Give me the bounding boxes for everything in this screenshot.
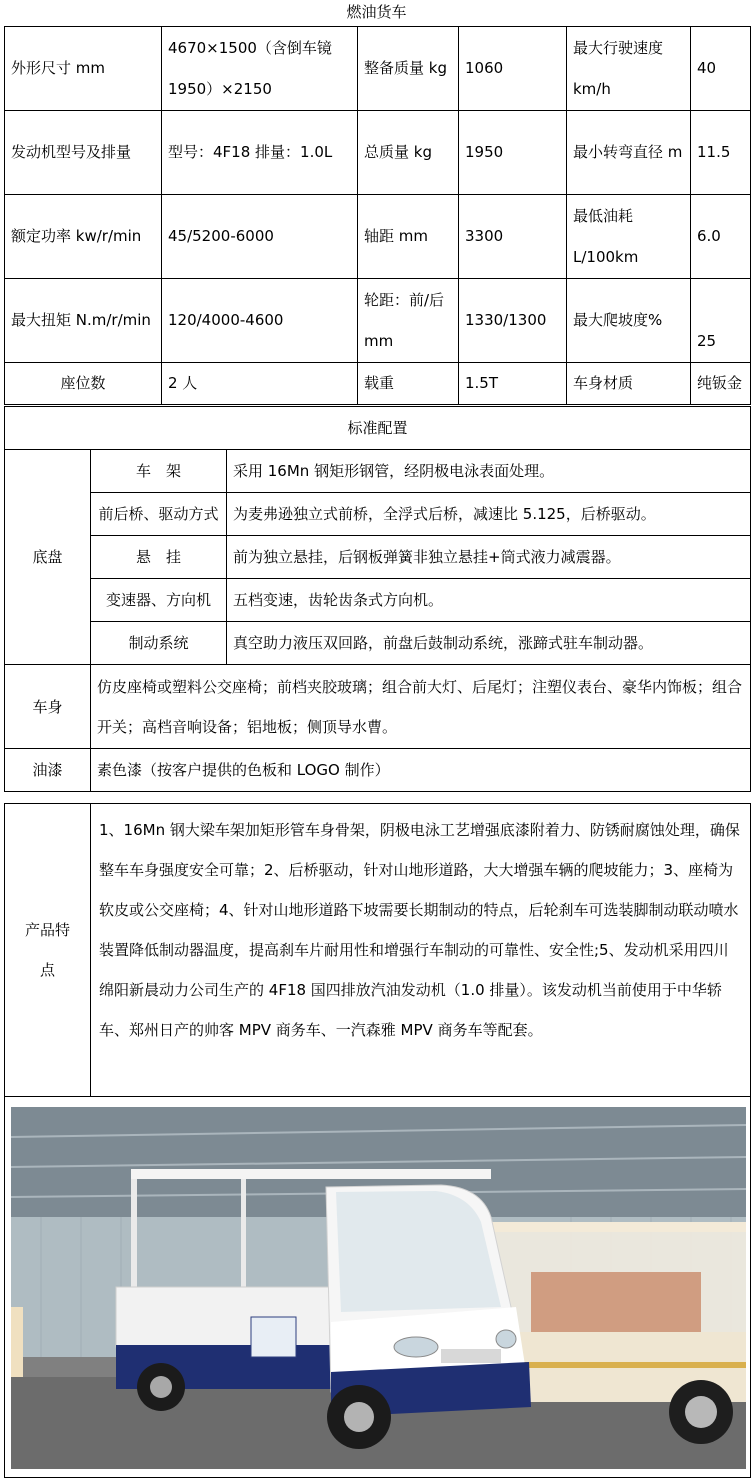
spec-value: 1.5T — [459, 363, 567, 405]
spec-value: 40 — [691, 27, 751, 111]
features-row — [5, 804, 751, 1097]
paint-label: 油漆 — [5, 749, 91, 792]
spec-value: 1950 — [459, 111, 567, 195]
photo-cell — [5, 1097, 751, 1478]
spec-label: 最小转弯直径 m — [567, 111, 691, 195]
spec-row — [5, 195, 751, 279]
spec-row — [5, 363, 751, 405]
spec-value: 45/5200-6000 — [162, 195, 358, 279]
chassis-row — [5, 493, 751, 536]
vehicle-photo — [11, 1107, 746, 1469]
spec-label: 外形尺寸 mm — [5, 27, 162, 111]
paint-row — [5, 749, 751, 792]
spec-row — [5, 279, 751, 363]
spec-value: 6.0 — [691, 195, 751, 279]
spec-value: 11.5 — [691, 111, 751, 195]
spec-value: 4670×1500（含倒车镜 1950）×2150 — [162, 27, 358, 111]
config-table — [4, 406, 751, 792]
paint-value: 素色漆（按客户提供的色板和 LOGO 制作） — [91, 749, 751, 792]
spec-label: 轴距 mm — [358, 195, 459, 279]
chassis-label: 底盘 — [5, 450, 91, 665]
spec-table — [4, 26, 751, 405]
chassis-item-name: 变速器、方向机 — [91, 579, 227, 622]
chassis-item-name: 悬 挂 — [91, 536, 227, 579]
spec-label: 车身材质 — [567, 363, 691, 405]
body-row — [5, 665, 751, 749]
spec-label: 整备质量 kg — [358, 27, 459, 111]
chassis-item-name: 制动系统 — [91, 622, 227, 665]
spec-label: 最大扭矩 N.m/r/min — [5, 279, 162, 363]
chassis-row — [5, 579, 751, 622]
spec-label: 最大爬坡度% — [567, 279, 691, 363]
config-header: 标准配置 — [5, 407, 751, 450]
spec-label: 最低油耗 L/100km — [567, 195, 691, 279]
chassis-row — [5, 622, 751, 665]
chassis-row — [5, 536, 751, 579]
spec-label: 轮距：前/后 mm — [358, 279, 459, 363]
spec-value: 120/4000-4600 — [162, 279, 358, 363]
spec-label: 发动机型号及排量 — [5, 111, 162, 195]
spec-value: 3300 — [459, 195, 567, 279]
chassis-item-value: 五档变速，齿轮齿条式方向机。 — [227, 579, 751, 622]
spec-value: 2 人 — [162, 363, 358, 405]
chassis-item-value: 真空助力液压双回路，前盘后鼓制动系统，涨蹄式驻车制动器。 — [227, 622, 751, 665]
spec-row — [5, 111, 751, 195]
spec-value: 纯钣金 — [691, 363, 751, 405]
features-label: 产品特点 — [5, 804, 91, 1097]
chassis-item-value: 采用 16Mn 钢矩形钢管，经阴极电泳表面处理。 — [227, 450, 751, 493]
spec-label: 最大行驶速度 km/h — [567, 27, 691, 111]
spec-label: 载重 — [358, 363, 459, 405]
body-label: 车身 — [5, 665, 91, 749]
chassis-item-value: 前为独立悬挂，后钢板弹簧非独立悬挂+筒式液力减震器。 — [227, 536, 751, 579]
features-text: 1、16Mn 钢大梁车架加矩形管车身骨架，阴极电泳工艺增强底漆附着力、防锈耐腐蚀处理，确保整车车身强度安全可靠；2、后桥驱动，针对山地形道路，大大增强车辆的爬坡能力；3、座椅为软皮或公交座椅；4、针对山地形道路下坡需要长期制动的特点，后轮刹车可选装脚制动联动喷水装置降低制动器温度，提高刹车片耐用性和增强行车制动的可靠性、安全性;5、发动机采用四川绵阳新晨动力公司生产的 4F18 国四排放汽油发动机（1.0 排量）。该发动机当前使用于中华轿车、郑州日产的帅客 MPV 商务车、一汽森雅 MPV 商务车等配套。 — [91, 804, 751, 1097]
chassis-item-name: 前后桥、驱动方式 — [91, 493, 227, 536]
spec-value: 25 — [691, 279, 751, 363]
chassis-item-value: 为麦弗逊独立式前桥，全浮式后桥，减速比 5.125，后桥驱动。 — [227, 493, 751, 536]
document-title: 燃油货车 — [346, 3, 407, 21]
spec-row — [5, 27, 751, 111]
spec-value: 1060 — [459, 27, 567, 111]
spec-value: 1330/1300 — [459, 279, 567, 363]
spec-label: 总质量 kg — [358, 111, 459, 195]
spec-label: 座位数 — [5, 363, 162, 405]
body-value: 仿皮座椅或塑料公交座椅；前档夹胶玻璃；组合前大灯、后尾灯；注塑仪表台、豪华内饰板；组合开关；高档音响设备；铝地板；侧顶导水曹。 — [91, 665, 751, 749]
features-table — [4, 803, 751, 1478]
spec-value: 型号：4F18 排量：1.0L — [162, 111, 358, 195]
photo-row — [5, 1097, 751, 1478]
chassis-row — [5, 450, 751, 493]
chassis-item-name: 车 架 — [91, 450, 227, 493]
spec-label: 额定功率 kw/r/min — [5, 195, 162, 279]
